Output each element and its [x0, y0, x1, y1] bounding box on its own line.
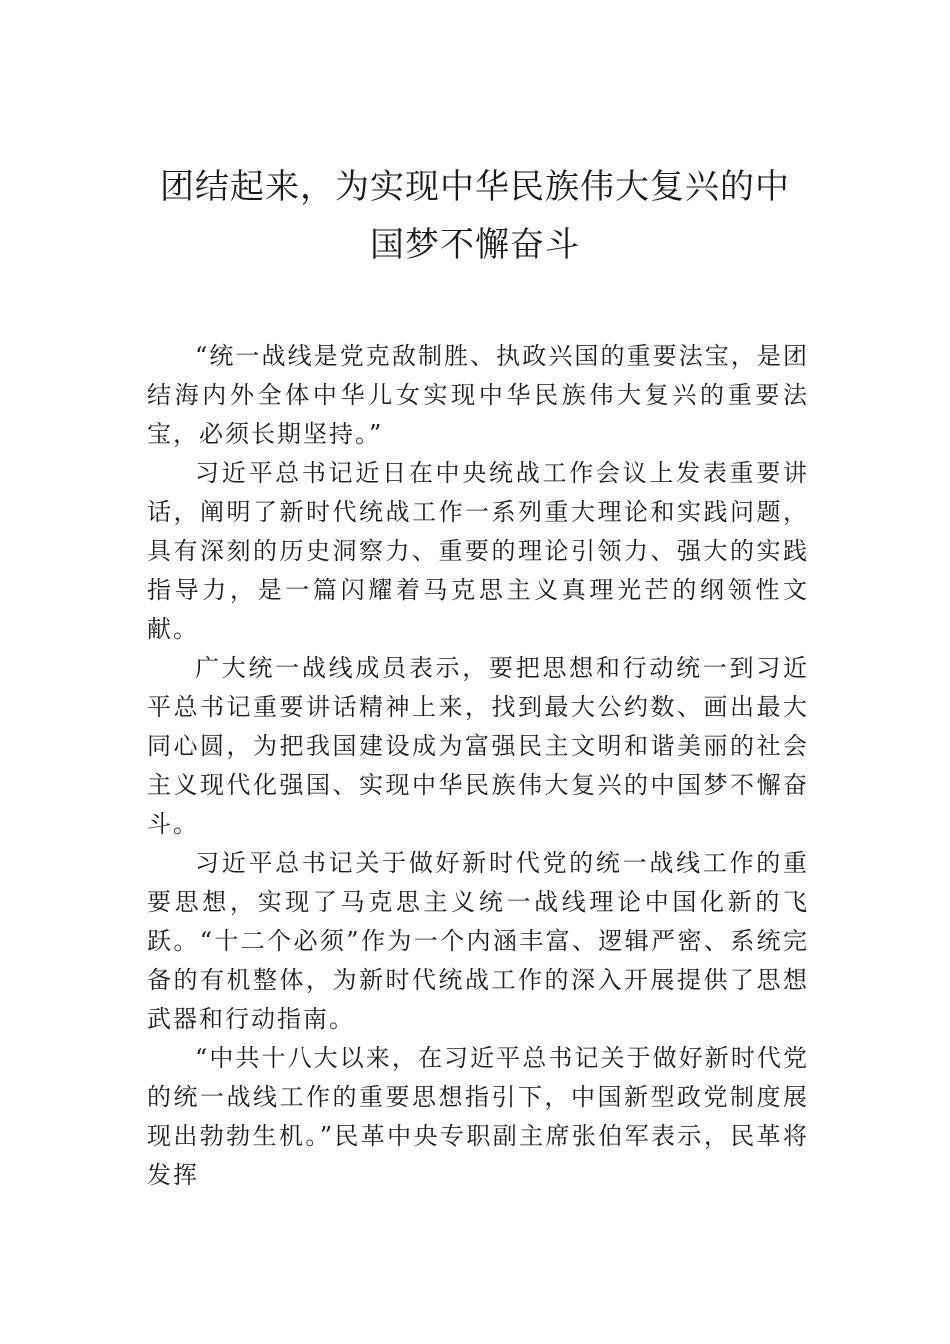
paragraph-5: “中共十八大以来，在习近平总书记关于做好新时代党的统一战线工作的重要思想指引下，中国新型政党制度展现出勃勃生机。”民革中央专职副主席张伯军表示，民革将发挥	[147, 1044, 809, 1189]
title-line-1: 团结起来，为实现中华民族伟大复兴的中	[160, 167, 790, 207]
document-body	[147, 337, 809, 1195]
paragraph-1: “统一战线是党克敌制胜、执政兴国的重要法宝，是团结海内外全体中华儿女实现中华民族伟大复兴的重要法宝，必须长期坚持。”	[147, 342, 809, 448]
document-title	[130, 158, 820, 274]
paragraph-2: 习近平总书记近日在中央统战工作会议上发表重要讲话，阐明了新时代统战工作一系列重大理论和实践问题，具有深刻的历史洞察力、重要的理论引领力、强大的实践指导力，是一篇闪耀着马克思主义真理光芒的纲领性文献。	[147, 459, 809, 643]
paragraph-4: 习近平总书记关于做好新时代党的统一战线工作的重要思想，实现了马克思主义统一战线理论中国化新的飞跃。“十二个必须”作为一个内涵丰富、逻辑严密、系统完备的有机整体，为新时代统战工作的深入开展提供了思想武器和行动指南。	[147, 849, 809, 1033]
paragraph-3: 广大统一战线成员表示，要把思想和行动统一到习近平总书记重要讲话精神上来，找到最大公约数、画出最大同心圆，为把我国建设成为富强民主文明和谐美丽的社会主义现代化强国、实现中华民族伟大复兴的中国梦不懈奋斗。	[147, 654, 809, 838]
title-line-2: 国梦不懈奋斗	[370, 225, 580, 265]
